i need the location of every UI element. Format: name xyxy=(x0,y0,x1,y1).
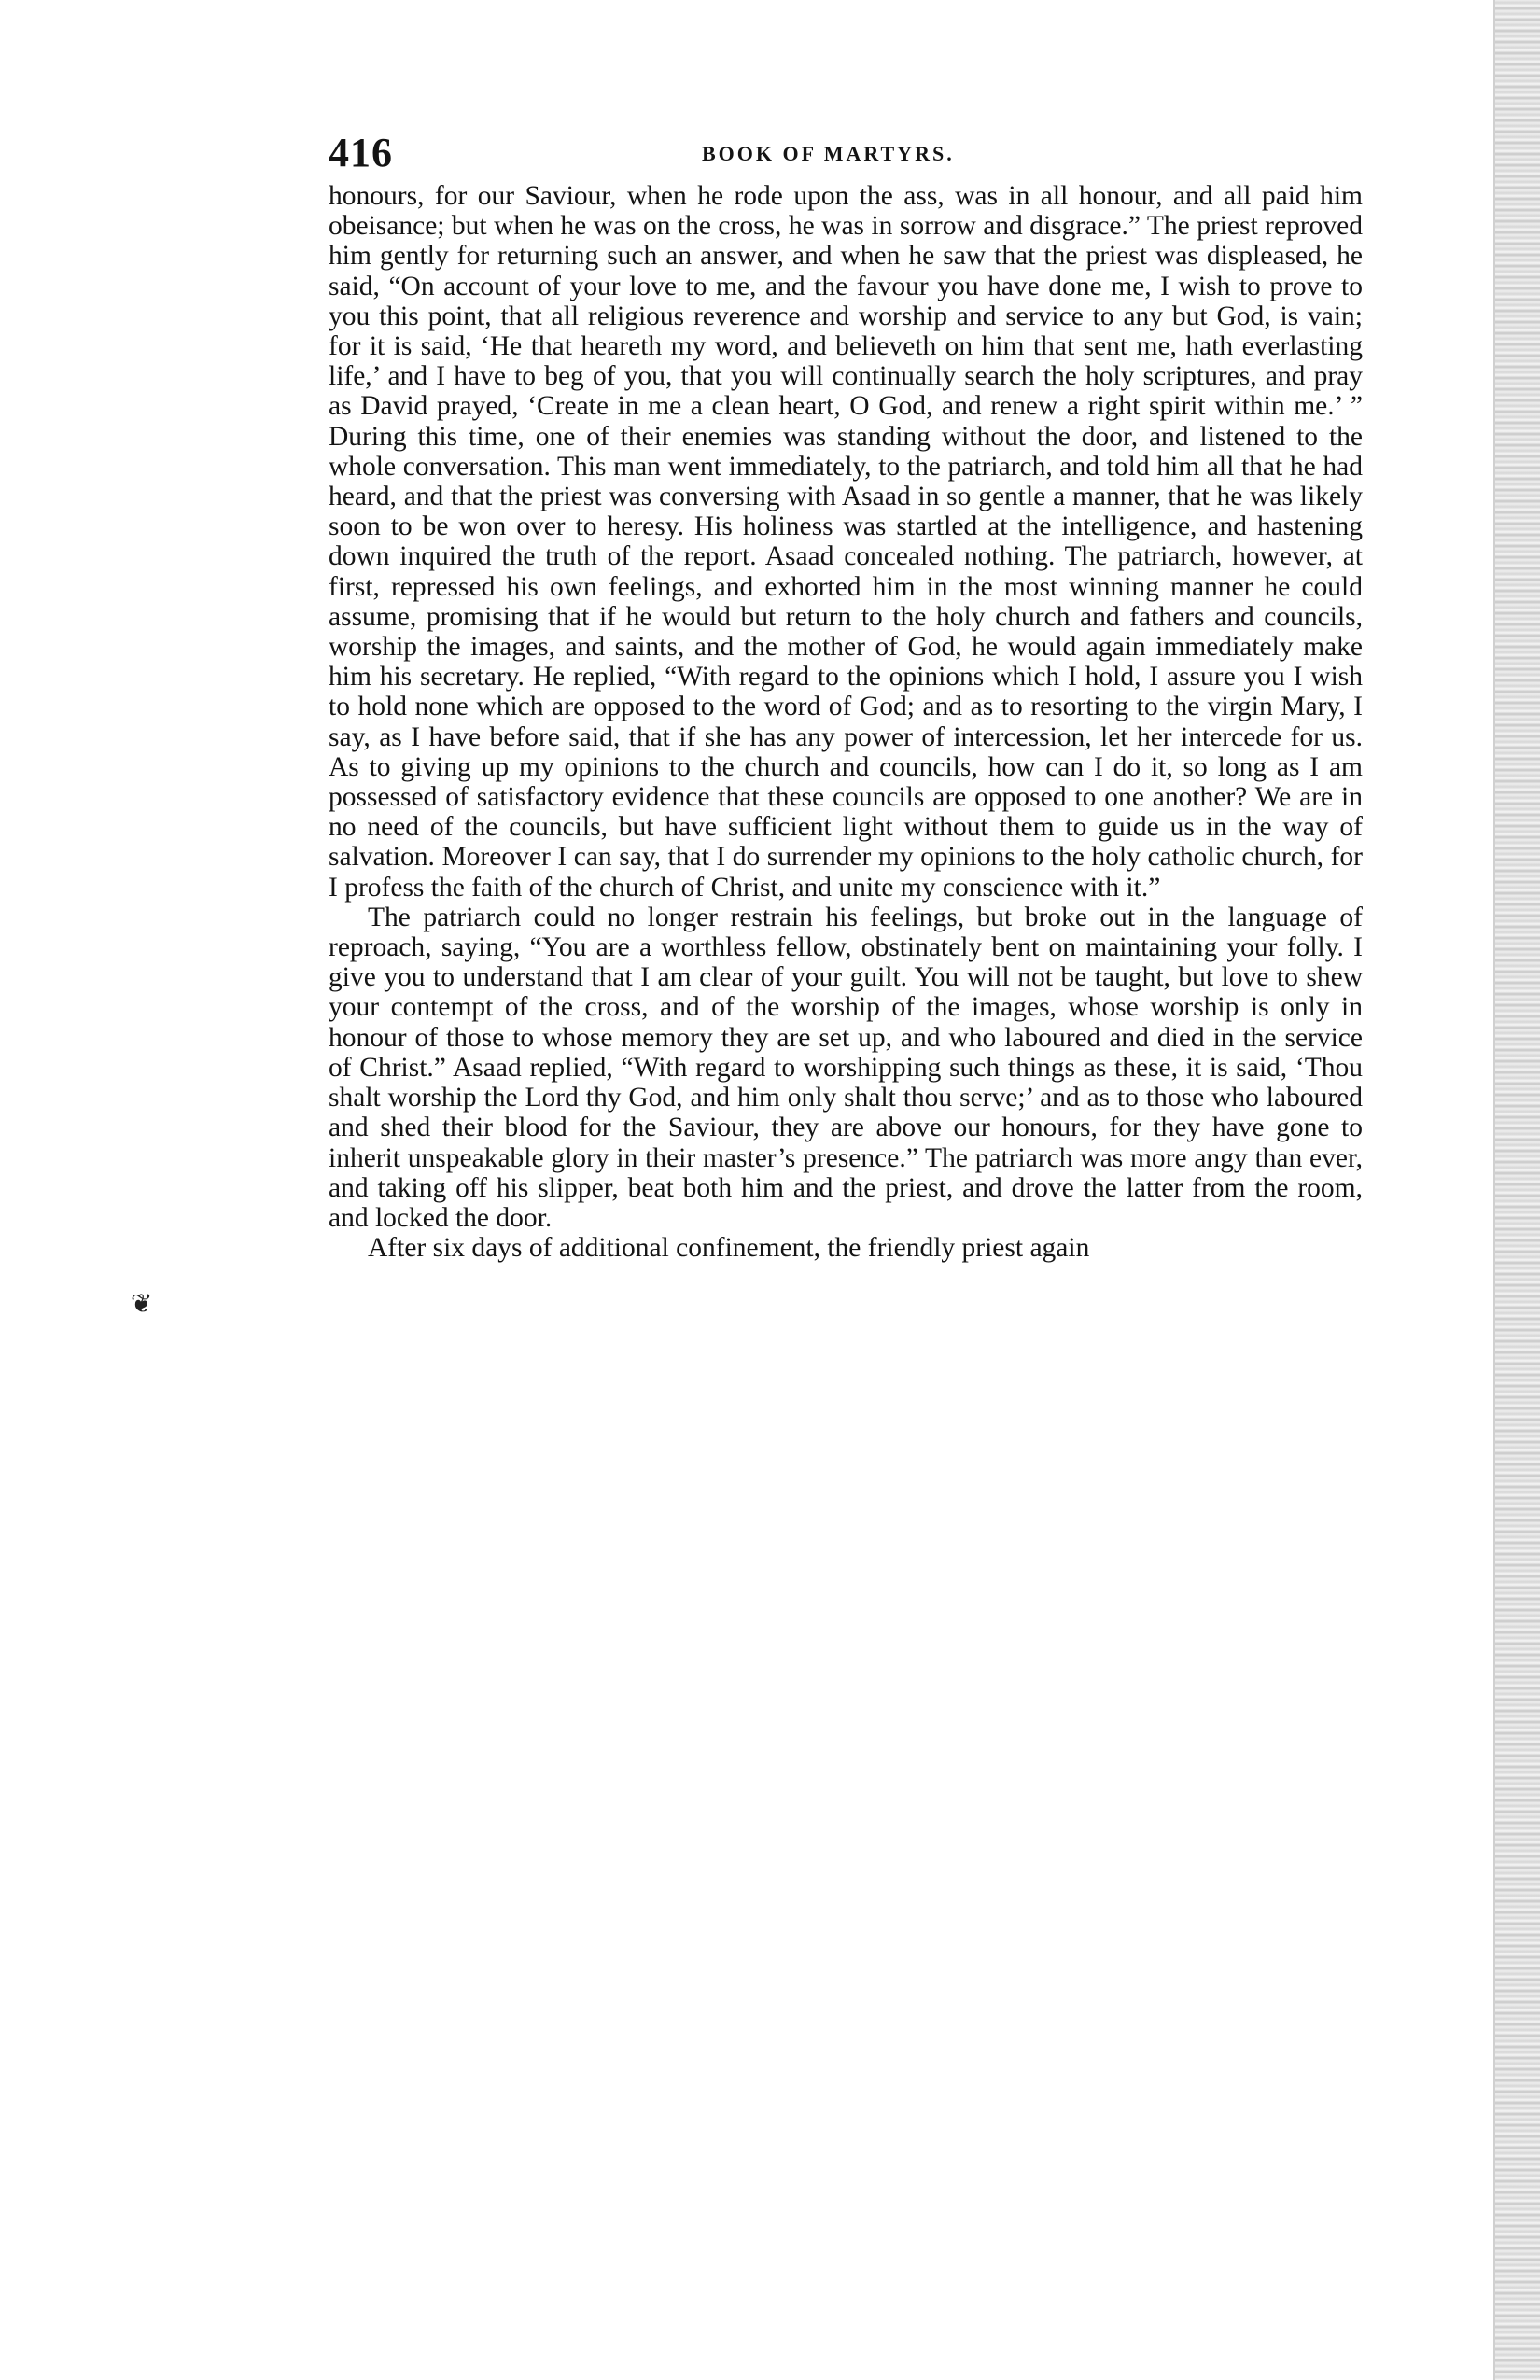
body-text xyxy=(329,181,1363,1263)
paragraph-3: After six days of additional confinement, the friendly priest again xyxy=(368,1233,1090,1264)
margin-ornament: ❦ xyxy=(131,1288,153,1319)
page-number: 416 xyxy=(329,130,393,175)
book-page xyxy=(329,129,1363,1263)
paragraph-1: honours, for our Saviour, when he rode upon the ass, was in all honour, and all paid him obeisance; but when he was on the cross, he was in sorrow and disgrace.” The priest reproved him gently for returning such an answer, and when he saw that the priest was displeased, he said, “On account of your love to me, and the favour you have done me, I wish to prove to you this point, that all religious reverence and worship and service to any but God, is vain; for it is said, ‘He that heareth my word, and believeth on him that sent me, hath everlasting life,’ and I have to beg of you, that you will continually search the holy scriptures, and pray as David prayed, ‘Create in me a clean heart, O God, and renew a right spirit within me.’ ” During this time, one of their enemies was standing without the door, and listened to the whole conversation. This man went immediately, to the patriarch, and told him all that he had heard, and that the priest was conversing with Asaad in so gentle a manner, that he was likely soon to be won over to heresy. His holiness was startled at the intelligence, and hastening down inquired the truth of the report. Asaad concealed nothing. The patriarch, however, at first, repressed his own feelings, and exhorted him in the most winning manner he could assume, promising that if he would but return to the holy church and fathers and councils, worship the images, and saints, and the mother of God, he would again immediately make him his secretary. He replied, “With regard to the opinions which I hold, I assure you I wish to hold none which are opposed to the word of God; and as to resorting to the virgin Mary, I say, as I have before said, that if she has any power of intercession, let her intercede for us. As to giving up my opinions to the church and councils, how can I do it, so long as I am possessed of satisfactory evidence that these councils are opposed to one another? We are in no need of the councils, but have sufficient light without them to guide us in the way of salvation. Moreover I can say, that I do surrender my opinions to the holy catholic church, for I profess the faith of the church of Christ, and unite my conscience with it.” xyxy=(329,181,1363,903)
page-edge xyxy=(1495,0,1540,2380)
running-title: BOOK OF MARTYRS. xyxy=(702,142,955,165)
paragraph-2: The patriarch could no longer restrain his feelings, but broke out in the language of reproach, saying, “You are a worthless fellow, obstinately bent on maintaining your folly. I give you to understand that I am clear of your guilt. You will not be taught, but love to shew your contempt of the cross, and of the worship of the images, whose worship is only in honour of those to whose memory they are set up, and who laboured and died in the service of Christ.” Asaad replied, “With regard to worshipping such things as these, it is said, ‘Thou shalt worship the Lord thy God, and him only shalt thou serve;’ and as to those who laboured and shed their blood for the Saviour, they are above our honours, for they have gone to inherit unspeakable glory in their master’s presence.” The patriarch was more angy than ever, and taking off his slipper, beat both him and the priest, and drove the latter from the room, and locked the door. xyxy=(329,902,1363,1233)
running-head xyxy=(329,129,1363,177)
